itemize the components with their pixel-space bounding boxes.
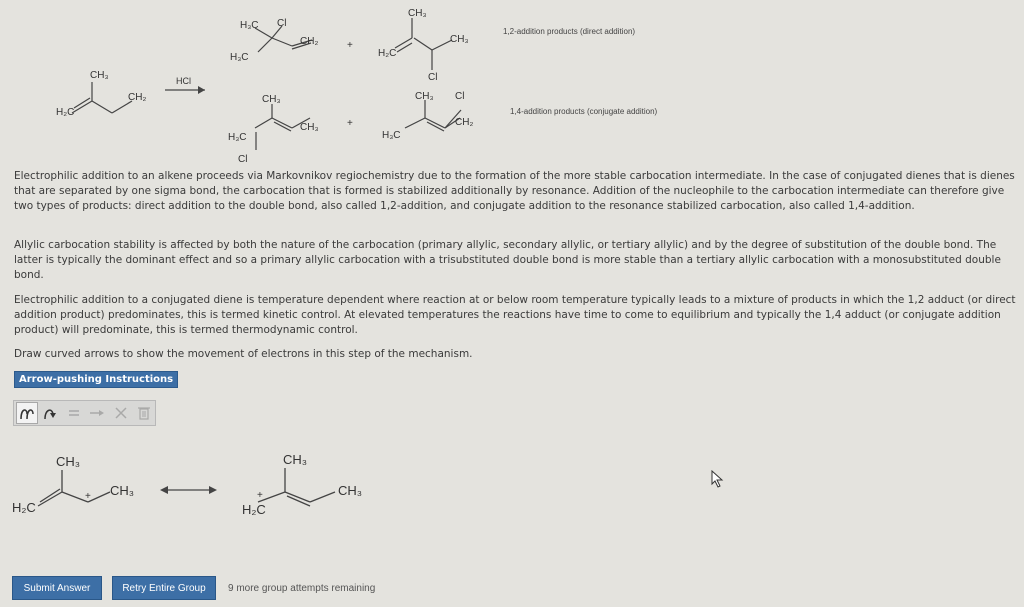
submit-answer-button[interactable]: Submit Answer [12, 576, 102, 600]
reactant-h2c: H₂C [56, 107, 75, 118]
close-icon[interactable] [110, 402, 132, 424]
label-14-addition: 1,4-addition products (conjugate addition) [510, 107, 658, 116]
undo-redo-icon[interactable] [63, 402, 85, 424]
curved-arrow-single-icon[interactable] [40, 402, 62, 424]
paragraph-instruction: Draw curved arrows to show the movement of electrons in this step of the mechanism. [14, 348, 473, 360]
reactant-ch2: CH₂ [128, 92, 147, 103]
mech-left-charge: + [85, 491, 91, 502]
reagent-label: HCl [176, 76, 191, 86]
mech-left-h2c: H₂C [12, 500, 36, 515]
curved-arrow-double-icon[interactable] [16, 402, 38, 424]
p12b-ch3: CH₃ [450, 34, 469, 45]
trash-icon[interactable] [134, 402, 156, 424]
mech-right-ch3-right: CH₃ [338, 483, 363, 498]
p14b-h3c: H₃C [382, 130, 401, 141]
mech-right-ch3-top: CH₃ [283, 452, 308, 467]
attempts-remaining-text: 9 more group attempts remaining [228, 583, 376, 594]
p14a-ch3: CH₃ [262, 94, 281, 105]
p12a-ch2: CH₂ [300, 36, 319, 47]
arrow-icon[interactable] [87, 402, 109, 424]
p12a-h3c-top: H₃C [240, 20, 259, 31]
mouse-cursor-icon [710, 470, 724, 493]
p14b-ch2: CH₂ [455, 117, 474, 128]
plus-sign-1: + [347, 40, 353, 51]
p12b-ch3-top: CH₃ [408, 8, 427, 19]
paragraph-stability: Allylic carbocation stability is affected by both the nature of the carbocation (primary allylic, secondary allylic, or tertiary allylic) and by the degree of substitution of the double bond. The latter is typically the dominant effect and so a primary allylic carbocation with a trisubstituted double bond is more stable than a tertiary allylic carbocation with a monosubstituted double bond. [14, 239, 1001, 281]
retry-entire-group-button[interactable]: Retry Entire Group [112, 576, 216, 600]
mechanism-canvas[interactable] [0, 440, 600, 520]
p12b-h2c: H₂C [378, 48, 397, 59]
p14a-cl: Cl [238, 154, 248, 165]
p14a-ch3-right: CH₃ [300, 122, 319, 133]
p12a-cl: Cl [277, 18, 287, 29]
p14b-cl: Cl [455, 91, 465, 102]
p12b-cl: Cl [428, 72, 438, 83]
mech-left-ch3-right: CH₃ [110, 483, 135, 498]
mech-left-ch3-top: CH₃ [56, 454, 81, 469]
plus-sign-2: + [347, 118, 353, 129]
p14a-h3c: H₃C [228, 132, 247, 143]
paragraph-intro: Electrophilic addition to an alkene proceeds via Markovnikov regiochemistry due to the formation of the more stable carbocation intermediate. In the case of conjugated dienes that is dienes that are separated by one sigma bond, the carbocation that is formed is stabilized additionally by resonance. Addition of the nucleophile to the carbocation intermediate can therefore give two types of products: direct addition to the double bond, also called 1,2-addition, and conjugate addition to the resonance stabilized carbocation, also called 1,4-addition. [14, 170, 1015, 212]
reactant-ch3: CH₃ [90, 70, 109, 81]
p12a-h3c-left: H₃C [230, 52, 249, 63]
p14b-ch3: CH₃ [415, 91, 434, 102]
label-12-addition: 1,2-addition products (direct addition) [503, 27, 636, 36]
mech-right-h2c: H₂C [242, 502, 266, 517]
mech-right-charge: + [257, 490, 263, 501]
reaction-scheme [0, 0, 1024, 175]
arrow-pushing-instructions-link[interactable]: Arrow-pushing Instructions [14, 371, 178, 388]
drawing-toolbar [13, 400, 156, 426]
paragraph-temperature: Electrophilic addition to a conjugated diene is temperature dependent where reaction at or below room temperature typically leads to a mixture of products in which the 1,2 adduct (or direct addition product) predominates, this is termed kinetic control. At elevated temperatures the reactions have time to come to equilibrium and typically the 1,4 adduct (or conjugate addition product) will predominate, this is termed thermodynamic control. [14, 294, 1016, 336]
